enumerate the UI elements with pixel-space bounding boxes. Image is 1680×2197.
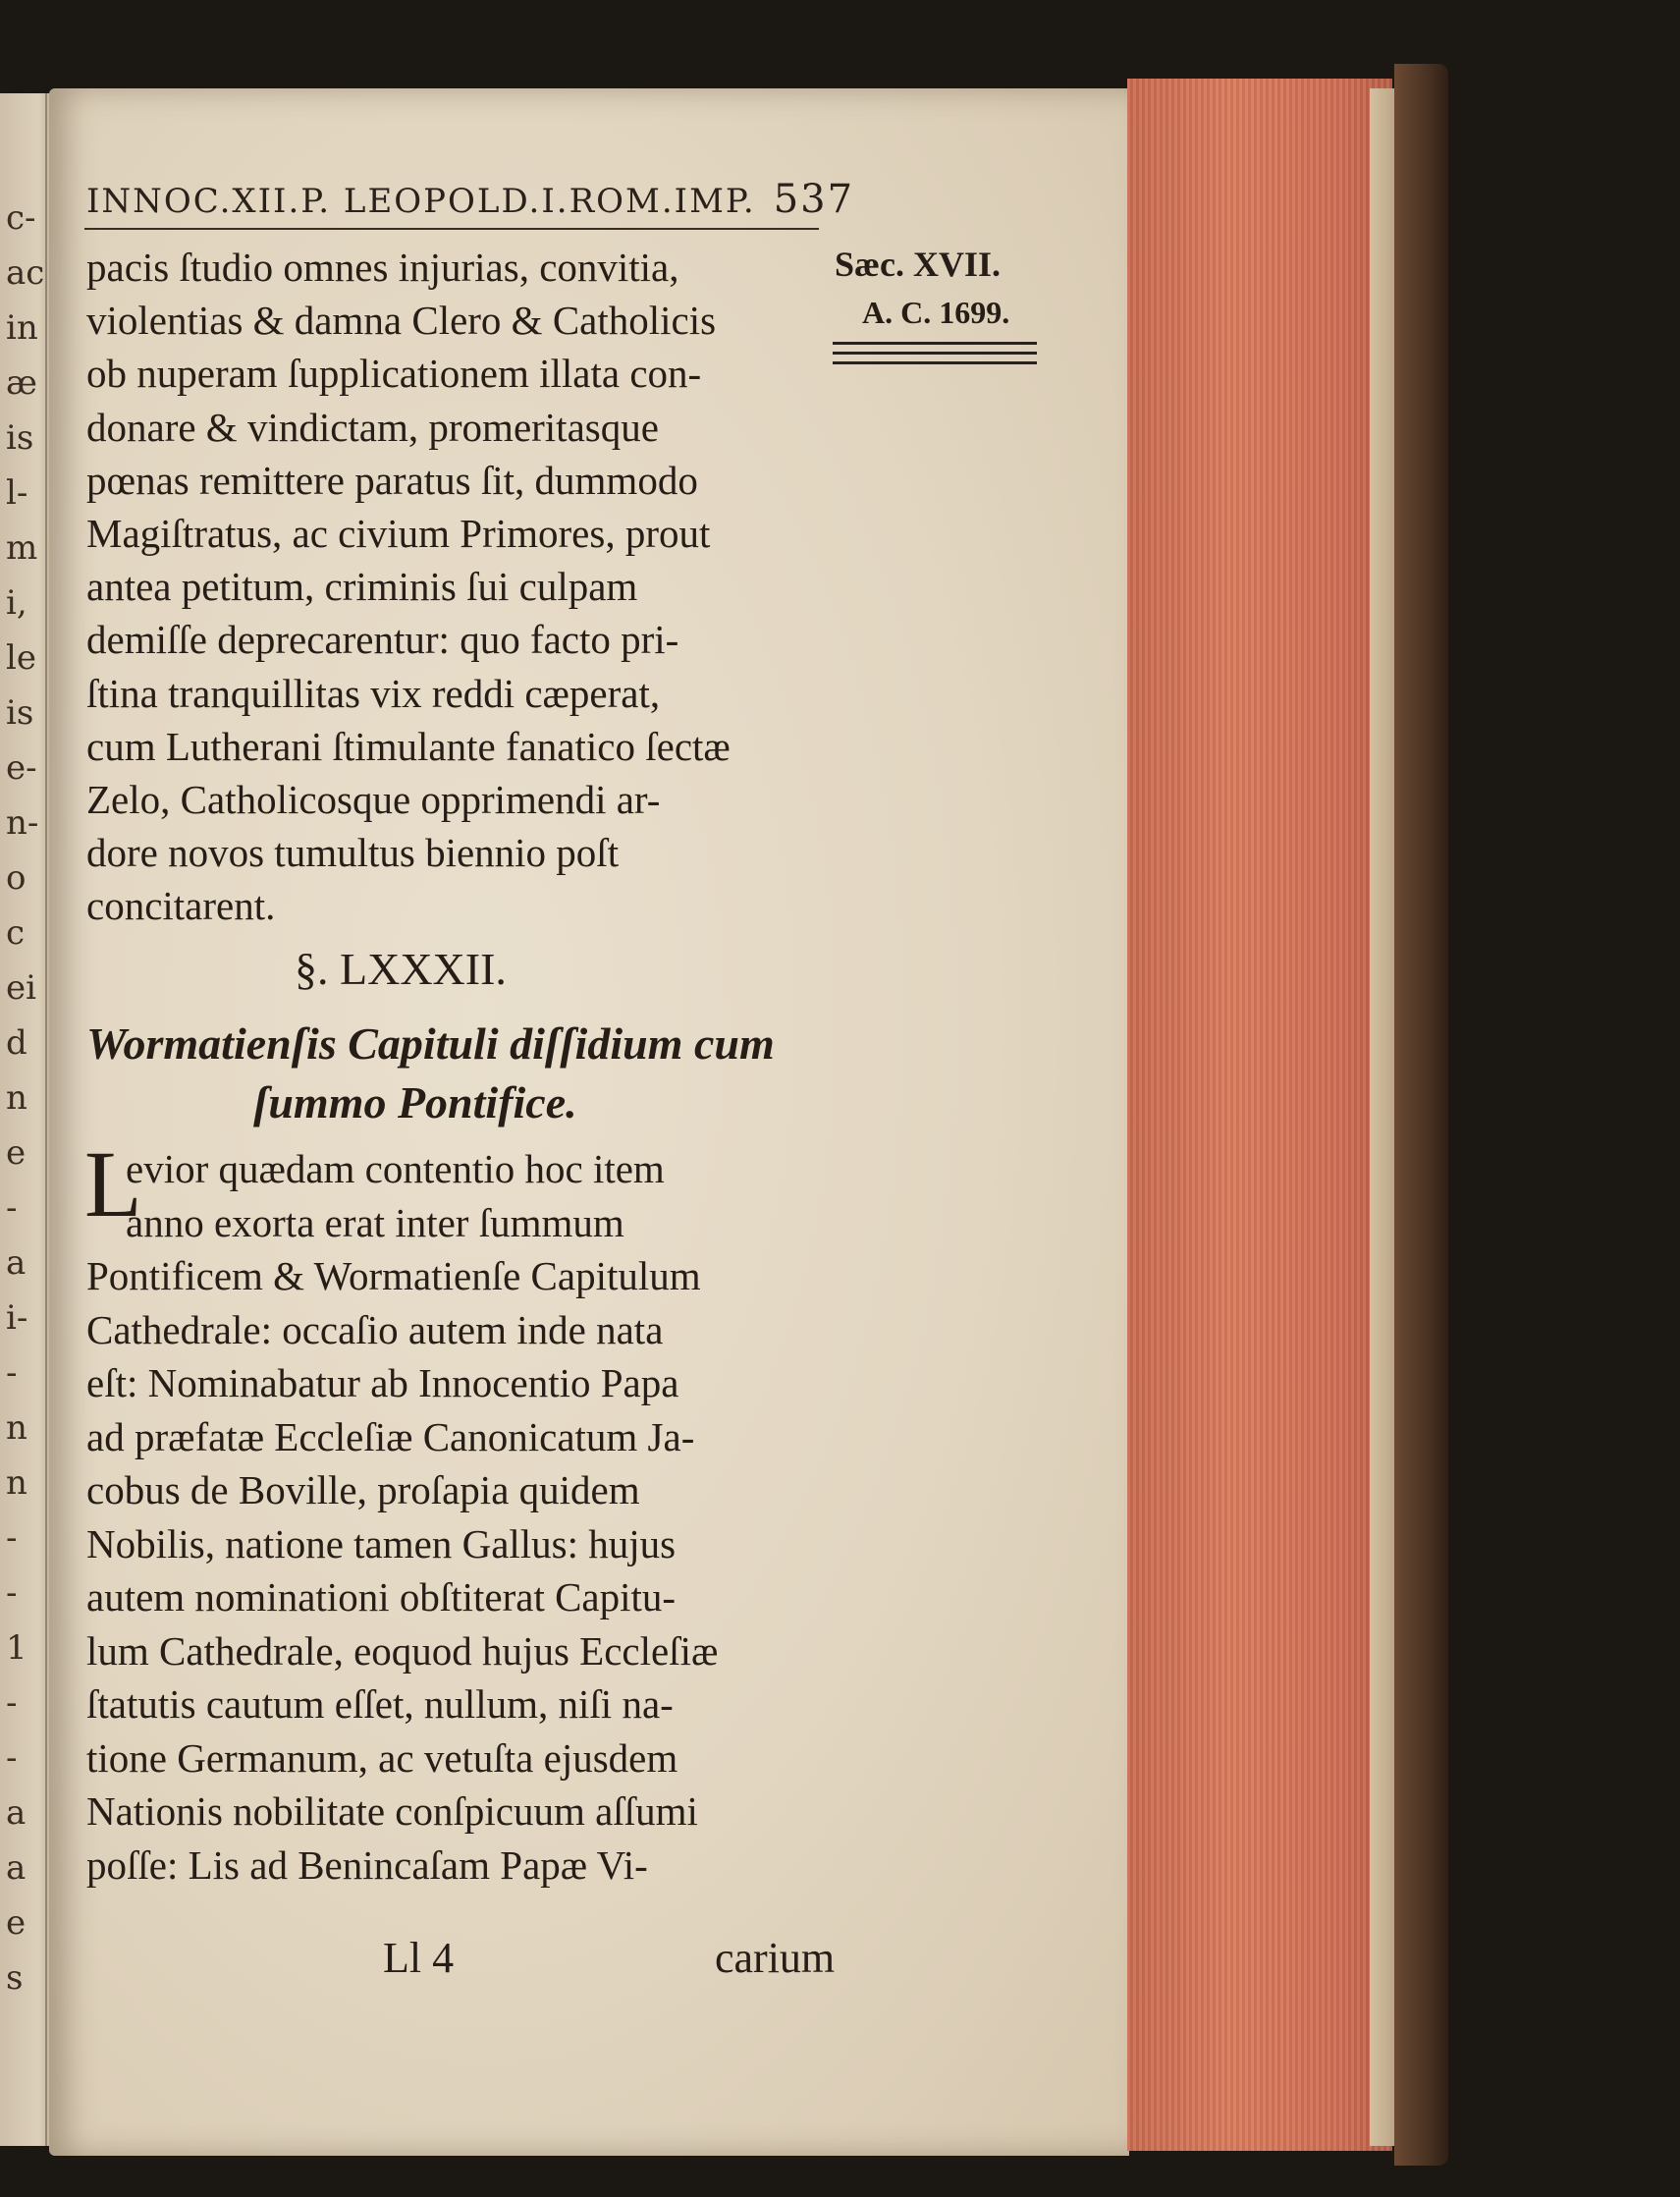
text-line: ſtina tranquillitas vix reddi cæperat, <box>86 670 661 716</box>
text-line: eſt: Nominabatur ab Innocentio Papa <box>86 1360 679 1405</box>
margin-note-rule-3 <box>833 361 1037 364</box>
facing-page-fragment: le <box>6 638 36 678</box>
facing-page-fragment: n <box>6 1463 27 1503</box>
text-line: pacis ſtudio omnes injurias, convitia, <box>86 245 679 290</box>
text-line: ob nuperam ſupplicationem illata con- <box>86 351 702 397</box>
text-line: demiſſe deprecarentur: quo facto pri- <box>86 617 679 663</box>
facing-page-fragment: is <box>6 693 34 733</box>
margin-note-century: Sæc. XVII. <box>835 245 1002 284</box>
text-line: autem nominationi obſtiterat Capitu- <box>86 1574 677 1620</box>
text-line: Magiſtratus, ac civium Primores, prout <box>86 511 711 556</box>
facing-page-fragment: ac <box>6 253 45 293</box>
text-line: lum Cathedrale, eoquod hujus Eccleſiæ <box>86 1627 719 1674</box>
header-rule <box>84 228 819 230</box>
facing-page-rule <box>45 93 47 2146</box>
drop-capital: L <box>84 1131 142 1236</box>
text-line: Pontificem & Wormatienſe Capitulum <box>86 1253 701 1298</box>
text-line: poſſe: Lis ad Benincaſam Papæ Vi- <box>86 1841 648 1888</box>
text-line: anno exorta erat inter ſummum <box>126 1199 624 1245</box>
margin-note-year: A. C. 1699. <box>862 295 1010 330</box>
text-line: ſtatutis cautum eſſet, nullum, niſi na- <box>86 1681 674 1727</box>
catchword: carium <box>715 1934 836 1982</box>
margin-note-rule-1 <box>833 342 1037 345</box>
facing-page-fragment: s <box>6 1958 24 1998</box>
text-line: Zelo, Catholicosque opprimendi ar- <box>86 777 661 822</box>
book-cover <box>1394 64 1448 2166</box>
text-line: concitarent. <box>86 883 276 929</box>
signature-mark: Ll 4 <box>383 1934 455 1982</box>
facing-page-fragment: i, <box>6 583 27 623</box>
facing-page-fragment: - <box>6 1683 18 1723</box>
facing-page-fragment: ei <box>6 968 36 1008</box>
facing-page-fragment: - <box>6 1573 18 1613</box>
facing-page-fragment: e <box>6 1133 27 1173</box>
facing-page-fragment: a <box>6 1243 27 1283</box>
facing-page-fragment: n <box>6 1408 27 1448</box>
facing-page-fragment: c <box>6 913 26 953</box>
facing-page-fragment: a <box>6 1848 27 1888</box>
text-line: evior quædam contentio hoc item <box>126 1146 665 1191</box>
text-line: donare & vindictam, promeritasque <box>86 404 659 450</box>
text-line: ad præfatæ Eccleſiæ Canonicatum Ja- <box>86 1413 695 1459</box>
book-fore-edge <box>1127 79 1392 2151</box>
facing-page-fragment: - <box>6 1353 18 1393</box>
facing-page-fragment: - <box>6 1738 18 1778</box>
text-line: Cathedrale: occaſio autem inde nata <box>86 1306 664 1352</box>
text-line: tione Germanum, ac vetuſta ejusdem <box>86 1734 678 1781</box>
running-header <box>86 177 854 222</box>
facing-page-fragment: - <box>6 1188 18 1228</box>
section-number: §. LXXXII. <box>295 944 507 994</box>
facing-page-fragment: a <box>6 1793 27 1833</box>
facing-page-fragment: d <box>6 1023 27 1063</box>
facing-page-fragment: n <box>6 1078 27 1118</box>
facing-page-fragment: i- <box>6 1298 28 1338</box>
facing-page-edge <box>0 93 55 2146</box>
facing-page-fragment: n- <box>6 803 39 843</box>
text-line: Nationis nobilitate conſpicuum aſſumi <box>86 1788 698 1834</box>
page-number: 537 <box>773 177 855 222</box>
facing-page-fragment: æ <box>6 363 37 403</box>
text-line: cobus de Boville, proſapia quidem <box>86 1467 640 1512</box>
margin-note-rule-2 <box>833 352 1037 355</box>
text-line: cum Lutherani ſtimulante fanatico ſectæ <box>86 723 731 769</box>
facing-page-fragment: - <box>6 1518 18 1558</box>
text-line: Nobilis, natione tamen Gallus: hujus <box>86 1520 677 1566</box>
section-title-line-1: Wormatienſis Capituli diſſidium cum <box>86 1018 775 1069</box>
facing-page-fragment: o <box>6 858 27 898</box>
facing-page-fragment: in <box>6 308 38 348</box>
section-title-line-2: ſummo Pontifice. <box>253 1077 577 1127</box>
running-title: INNOC.XII.P. LEOPOLD.I.ROM.IMP. <box>86 182 756 221</box>
facing-page-fragment: l- <box>6 473 28 513</box>
facing-page-fragment: e <box>6 1903 27 1943</box>
facing-page-fragment: c- <box>6 198 36 238</box>
text-line: dore novos tumultus biennio poſt <box>86 830 620 876</box>
text-line: violentias & damna Clero & Catholicis <box>86 298 717 344</box>
facing-page-fragment: m <box>6 528 38 568</box>
facing-page-fragment: is <box>6 418 34 458</box>
facing-page-fragment: e- <box>6 748 37 788</box>
facing-page-fragment: 1 <box>6 1628 27 1668</box>
text-line: antea petitum, criminis ſui culpam <box>86 564 638 610</box>
text-line: pœnas remittere paratus ſit, dummodo <box>86 457 698 503</box>
